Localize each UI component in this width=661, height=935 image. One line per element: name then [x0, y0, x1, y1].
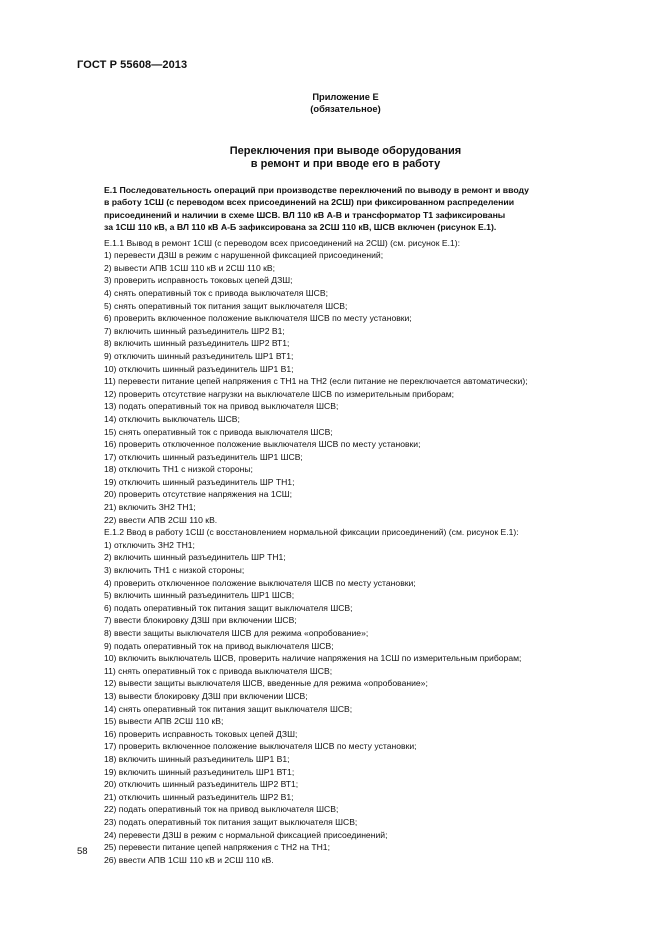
procedure-line: 12) вывести защиты выключателя ШСВ, введенные для режима «опробование»;	[104, 678, 428, 689]
procedure-line: 16) проверить отключенное положение выключателя ШСВ по месту установки;	[104, 439, 421, 450]
procedure-line: 20) отключить шинный разъединитель ШР2 ВТ1;	[104, 779, 299, 790]
section-heading-line: Е.1 Последовательность операций при производстве переключений по выводу в ремонт и вводу	[104, 185, 530, 195]
procedure-line: 3) включить ТН1 с низкой стороны;	[104, 565, 245, 576]
section-heading-line: в работу 1СШ (с переводом всех присоединений на 2СШ) при фиксированном распределении	[104, 197, 515, 208]
procedure-line: 5) включить шинный разъединитель ШР1 ШСВ;	[104, 590, 295, 601]
procedure-line: 17) проверить включенное положение выключателя ШСВ по месту установки;	[104, 741, 417, 752]
procedure-line: 13) подать оперативный ток на привод выключателя ШСВ;	[104, 401, 339, 412]
procedure-line: 24) перевести ДЗШ в режим с нормальной фиксацией присоединений;	[104, 829, 388, 840]
procedure-line: Е.1.1 Вывод в ремонт 1СШ (с переводом всех присоединений на 2СШ) (см. рисунок Е.1):	[104, 237, 461, 248]
procedure-line: 14) снять оперативный ток питания защит выключателя ШСВ;	[104, 703, 353, 714]
title-line-1: Переключения при выводе оборудования	[229, 145, 462, 157]
procedure-line: 19) отключить шинный разъединитель ШР ТН1;	[104, 476, 295, 487]
procedure-line: 19) включить шинный разъединитель ШР1 ВТ1;	[104, 766, 295, 777]
document-header: ГОСТ Р 55608—2013	[77, 59, 188, 71]
procedure-line: 6) проверить включенное положение выключателя ШСВ по месту установки;	[104, 313, 412, 324]
appendix-heading	[0, 91, 661, 115]
procedure-line: 10) отключить шинный разъединитель ШР1 В1;	[104, 363, 294, 374]
procedure-line: 23) подать оперативный ток питания защит выключателя ШСВ;	[104, 816, 358, 827]
procedure-line: 13) вывести блокировку ДЗШ при включении ШСВ;	[104, 690, 308, 701]
procedure-line: 14) отключить выключатель ШСВ;	[104, 413, 240, 424]
procedure-line: 4) проверить отключенное положение выключателя ШСВ по месту установки;	[104, 577, 416, 588]
procedure-line: 2) включить шинный разъединитель ШР ТН1;	[104, 552, 286, 563]
procedure-line: 2) вывести АПВ 1СШ 110 кВ и 2СШ 110 кВ;	[104, 262, 275, 273]
procedure-line: 3) проверить исправность токовых цепей ДЗШ;	[104, 275, 293, 286]
procedure-line: 15) вывести АПВ 2СШ 110 кВ;	[104, 716, 224, 727]
procedure-list	[104, 237, 614, 867]
procedure-line: Е.1.2 Ввод в работу 1СШ (с восстановлением нормальной фиксации присоединений) (см. рисунок Е.1):	[104, 527, 519, 538]
procedure-line: 8) ввести защиты выключателя ШСВ для режима «опробование»;	[104, 628, 369, 638]
section-e1-heading	[104, 184, 604, 234]
page-number: 58	[77, 846, 88, 857]
procedure-line: 7) включить шинный разъединитель ШР2 В1;	[104, 325, 285, 336]
procedure-line: 15) снять оперативный ток с привода выключателя ШСВ;	[104, 426, 333, 437]
section-heading-line: присоединений и наличии в схеме ШСВ. ВЛ 110 кВ А-В и трансформатор Т1 зафиксированы	[104, 209, 506, 220]
procedure-line: 16) проверить исправность токовых цепей ДЗШ;	[104, 728, 298, 739]
title-line-2: в ремонт и при вводе его в работу	[250, 158, 441, 170]
procedure-line: 22) ввести АПВ 2СШ 110 кВ.	[104, 514, 218, 525]
procedure-line: 9) подать оперативный ток на привод выключателя ШСВ;	[104, 640, 334, 651]
procedure-line: 8) включить шинный разъединитель ШР2 ВТ1;	[104, 338, 290, 349]
procedure-line: 21) отключить шинный разъединитель ШР2 В1;	[104, 791, 294, 802]
procedure-line: 6) подать оперативный ток питания защит выключателя ШСВ;	[104, 602, 353, 613]
section-heading-line: за 1СШ 110 кВ, а ВЛ 110 кВ А-Б зафиксирована за 2СШ 110 кВ, ШСВ включен (рисунок Е.1).	[104, 222, 497, 233]
procedure-line: 22) подать оперативный ток на привод выключателя ШСВ;	[104, 804, 339, 815]
procedure-line: 25) перевести питание цепей напряжения с ТН2 на ТН1;	[104, 842, 330, 853]
appendix-title	[0, 145, 661, 171]
procedure-line: 1) перевести ДЗШ в режим с нарушенной фиксацией присоединений;	[104, 250, 384, 261]
procedure-line: 18) отключить ТН1 с низкой стороны;	[104, 464, 253, 475]
appendix-label: Приложение Е	[312, 92, 379, 102]
procedure-line: 12) проверить отсутствие нагрузки на выключателе ШСВ по измерительным приборам;	[104, 388, 455, 399]
procedure-line: 9) отключить шинный разъединитель ШР1 ВТ1;	[104, 350, 294, 361]
procedure-line: 26) ввести АПВ 1СШ 110 кВ и 2СШ 110 кВ.	[104, 854, 274, 865]
procedure-line: 18) включить шинный разъединитель ШР1 В1;	[104, 753, 290, 764]
procedure-line: 17) отключить шинный разъединитель ШР1 ШСВ;	[104, 451, 303, 462]
procedure-line: 5) снять оперативный ток питания защит выключателя ШСВ;	[104, 300, 348, 311]
procedure-line: 7) ввести блокировку ДЗШ при включении ШСВ;	[104, 615, 297, 626]
procedure-line: 11) снять оперативный ток с привода выключателя ШСВ;	[104, 665, 333, 676]
procedure-line: 4) снять оперативный ток с привода выключателя ШСВ;	[104, 287, 328, 298]
procedure-line: 10) включить выключатель ШСВ, проверить наличие напряжения на 1СШ по измерительным приборам;	[104, 653, 522, 664]
procedure-line: 1) отключить ЗН2 ТН1;	[104, 539, 195, 550]
procedure-line: 20) проверить отсутствие напряжения на 1СШ;	[104, 489, 293, 500]
appendix-status: (обязательное)	[310, 104, 381, 114]
procedure-line: 21) включить ЗН2 ТН1;	[104, 502, 196, 513]
procedure-line: 11) перевести питание цепей напряжения с ТН1 на ТН2 (если питание не переключается автоматически);	[104, 376, 528, 387]
